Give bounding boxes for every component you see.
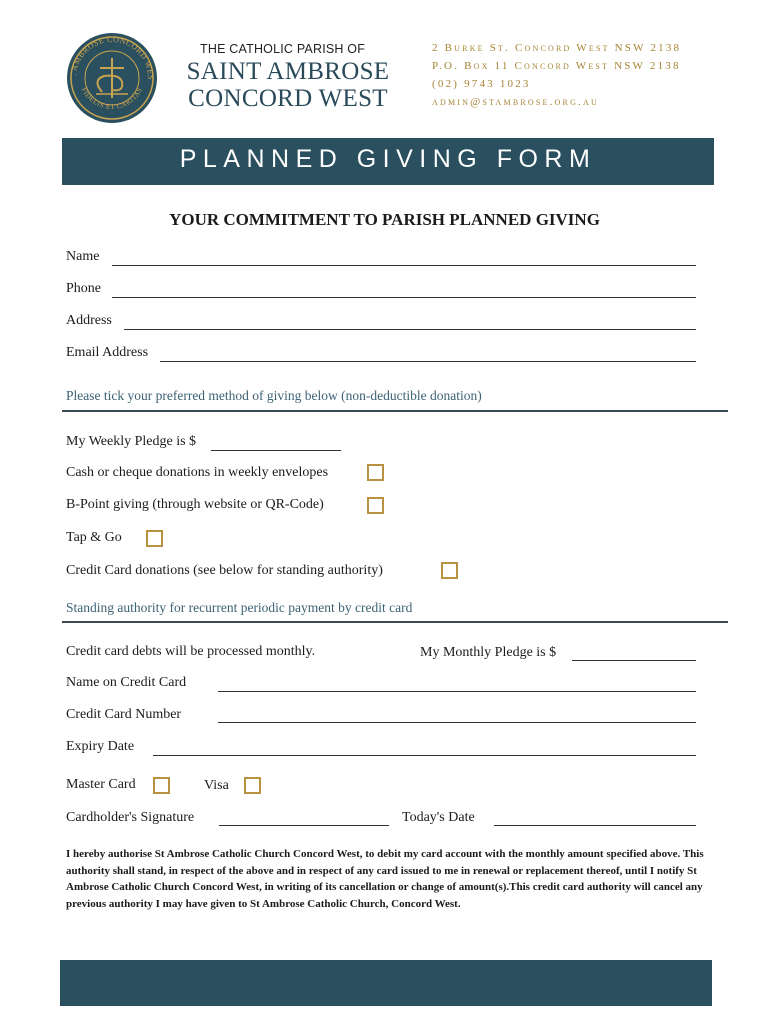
address-label: Address [66, 313, 112, 328]
seal-motto-text: FIDELIS ET CARITAS [79, 86, 145, 111]
signature-label: Cardholder's Signature [66, 810, 195, 825]
parish-name-line2: CONCORD WEST [188, 85, 388, 112]
option-tapgo-label: Tap & Go [66, 530, 122, 545]
section-divider [62, 621, 728, 623]
contact-phone: (02) 9743 1023 [432, 78, 531, 90]
date-label: Today's Date [402, 810, 475, 825]
visa-label: Visa [204, 778, 229, 793]
mastercard-checkbox[interactable] [153, 777, 170, 794]
seal-title-text: . AMBROSE CONCORD WES [69, 34, 156, 81]
card-number-field[interactable] [218, 722, 696, 723]
date-field[interactable] [494, 825, 696, 826]
signature-field[interactable] [219, 825, 389, 826]
contact-email: admin@stambrose.org.au [432, 96, 599, 108]
footer-bar [60, 960, 712, 1006]
cash-checkbox[interactable] [367, 464, 384, 481]
parish-subtitle: THE CATHOLIC PARISH OF [200, 42, 366, 56]
phone-field[interactable] [112, 297, 696, 298]
name-label: Name [66, 249, 100, 264]
expiry-label: Expiry Date [66, 739, 135, 754]
processed-monthly-note: Credit card debts will be processed monthly. [66, 644, 316, 659]
weekly-pledge-label: My Weekly Pledge is $ [66, 434, 197, 449]
expiry-field[interactable] [153, 755, 696, 756]
option-cash-label: Cash or cheque donations in weekly envelopes [66, 465, 329, 480]
mastercard-label: Master Card [66, 777, 136, 792]
standing-authority-section-title: Standing authority for recurrent periodic payment by credit card [66, 600, 413, 615]
giving-method-section-title: Please tick your preferred method of giving below (non-deductible donation) [66, 388, 482, 403]
section-divider [62, 410, 728, 412]
visa-checkbox[interactable] [244, 777, 261, 794]
card-number-label: Credit Card Number [66, 707, 182, 722]
parish-name-line1: SAINT AMBROSE [186, 58, 390, 85]
option-credit-label: Credit Card donations (see below for standing authority) [66, 563, 383, 578]
option-bpoint-label: B-Point giving (through website or QR-Code) [66, 497, 324, 512]
name-field[interactable] [112, 265, 696, 266]
contact-po-box: P.O. Box 11 Concord West NSW 2138 [432, 60, 681, 72]
form-title: PLANNED GIVING FORM [179, 145, 597, 173]
monthly-pledge-field[interactable] [572, 660, 696, 661]
email-label: Email Address [66, 345, 149, 360]
email-field[interactable] [160, 361, 696, 362]
address-field[interactable] [124, 329, 696, 330]
parish-seal-logo [62, 32, 162, 124]
weekly-pledge-field[interactable] [211, 450, 341, 451]
monthly-pledge-label: My Monthly Pledge is $ [420, 645, 557, 660]
bpoint-checkbox[interactable] [367, 497, 384, 514]
tapgo-checkbox[interactable] [146, 530, 163, 547]
authorisation-text: I hereby authorise St Ambrose Catholic Church Concord West, to debit my card account with the monthly amount specified above. This authority shall stand, in respect of the above and in respect of any card issued to me in renewal or replacement thereof, until I notify St Ambrose Catholic Church Concord West, in writing of its cancellation or change of amount(s).This credit card authority will cancel any previous authority I may have given to St Ambrose Catholic Church, Concord West. [66, 848, 704, 910]
contact-address: 2 Burke St. Concord West NSW 2138 [432, 42, 682, 54]
phone-label: Phone [66, 281, 101, 296]
parish-name [182, 58, 394, 112]
name-on-card-label: Name on Credit Card [66, 675, 187, 690]
name-on-card-field[interactable] [218, 691, 696, 692]
commitment-heading: YOUR COMMITMENT TO PARISH PLANNED GIVING [169, 210, 600, 229]
credit-card-checkbox[interactable] [441, 562, 458, 579]
